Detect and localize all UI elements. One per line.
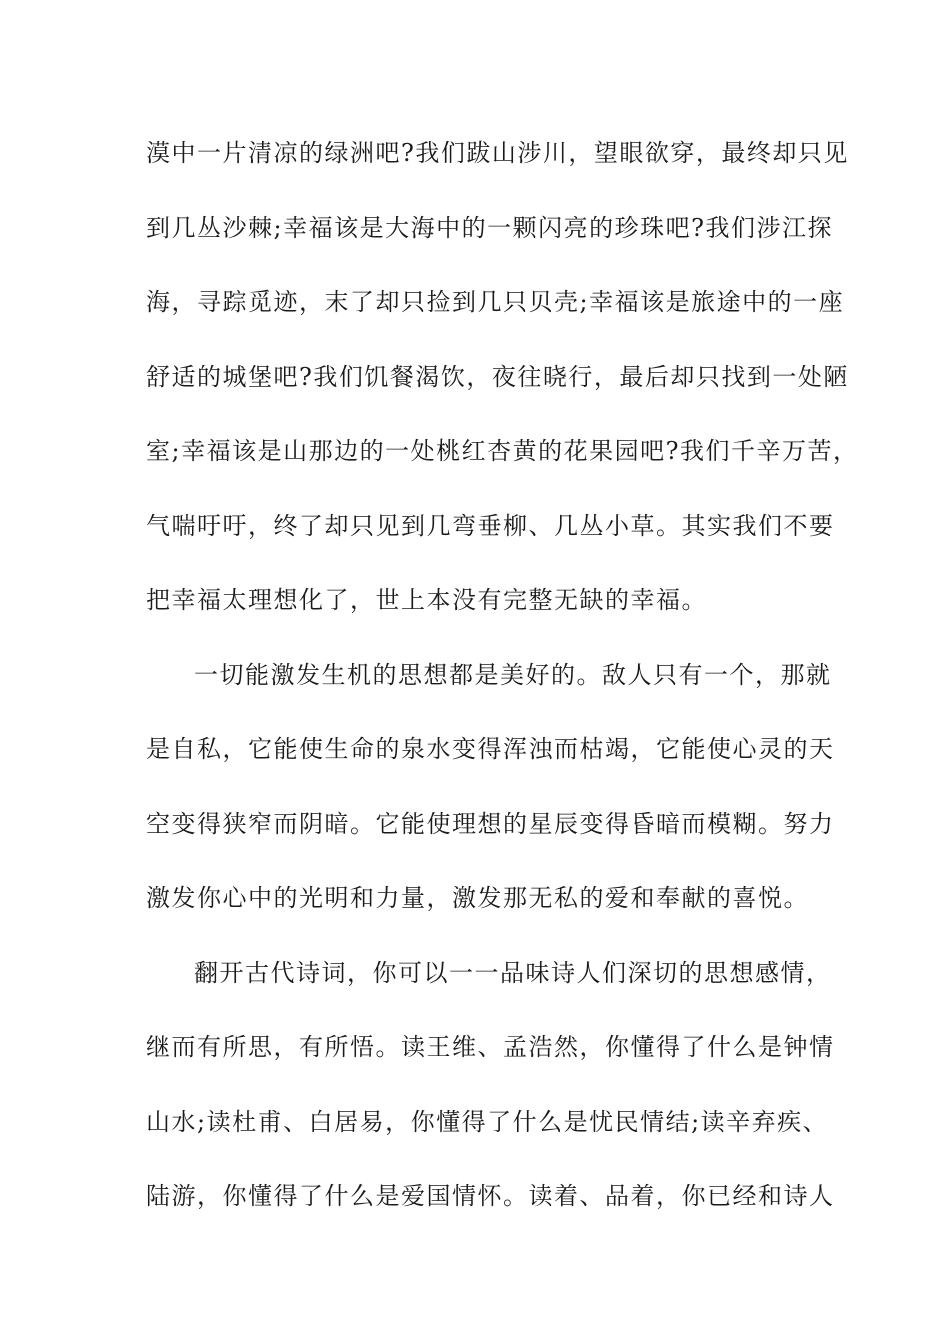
body-text	[146, 130, 859, 1248]
text-line: 把幸福太理想化了，世上本没有完整无缺的幸福。	[146, 586, 707, 614]
paragraph-start-line: 翻开古代诗词，你可以一一品味诗人们深切的思想感情，	[194, 958, 832, 987]
text-line: 是自私，它能使生命的泉水变得浑浊而枯竭，它能使心灵的天	[146, 735, 835, 763]
text-line: 激发你心中的光明和力量，激发那无私的爱和奉献的喜悦。	[146, 884, 809, 912]
text-line: 舒适的城堡吧?我们饥餐渴饮，夜往晓行，最后却只找到一处陋	[146, 362, 849, 391]
text-line: 海，寻踪觅迹，末了却只捡到几只贝壳;幸福该是旅途中的一座	[146, 288, 845, 316]
paragraph-start-line: 一切能激发生机的思想都是美好的。敌人只有一个，那就	[194, 660, 832, 689]
text-line: 陆游，你懂得了什么是爱国情怀。读着、品着，你已经和诗人	[146, 1182, 835, 1210]
text-line: 室;幸福该是山那边的一处桃红杏黄的花果园吧?我们千辛万苦，	[146, 437, 859, 465]
text-line: 到几丛沙棘;幸福该是大海中的一颗闪亮的珍珠吧?我们涉江探	[146, 213, 833, 242]
text-line: 山水;读杜甫、白居易，你懂得了什么是忧民情结;读辛弃疾、	[146, 1107, 829, 1136]
text-line: 气喘吁吁，终了却只见到几弯垂柳、几丛小草。其实我们不要	[146, 511, 835, 540]
text-line: 漠中一片清凉的绿洲吧?我们跋山涉川，望眼欲穿，最终却只见	[146, 139, 849, 167]
text-line: 继而有所思，有所悟。读王维、孟浩然，你懂得了什么是钟情	[146, 1033, 835, 1061]
text-line: 空变得狭窄而阴暗。它能使理想的星辰变得昏暗而模糊。努力	[146, 809, 835, 838]
